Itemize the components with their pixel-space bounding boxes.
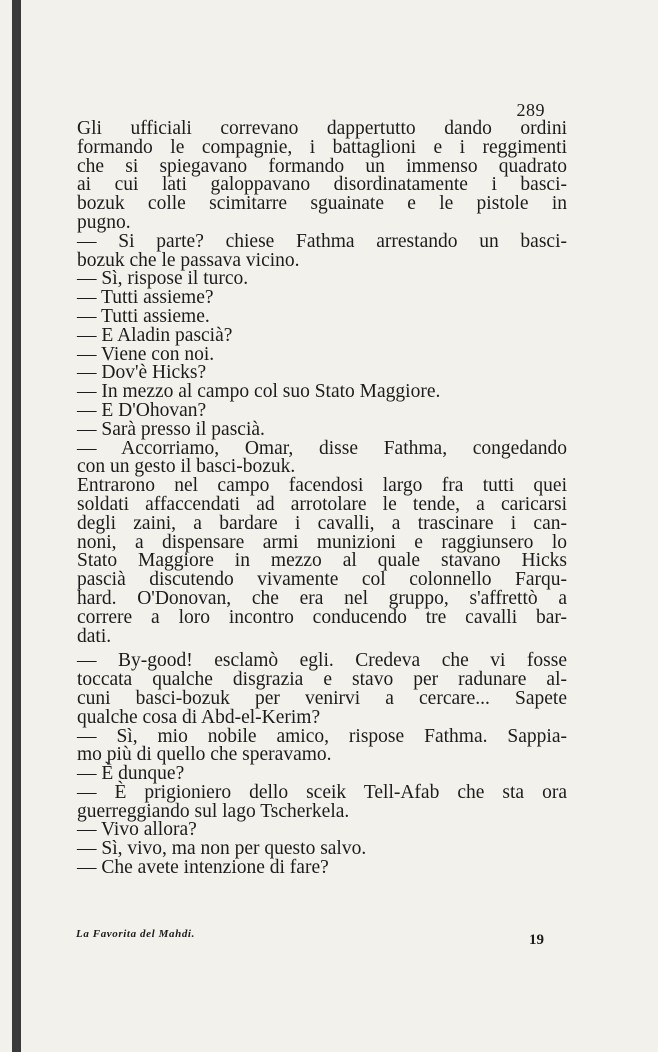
text-line: mo più di quello che speravamo. [77, 744, 332, 766]
text-line: — È dunque? [77, 763, 185, 785]
footer-book-title: La Favorita del Mahdi. [76, 928, 195, 940]
text-line: correre a loro incontro conducendo tre cavalli bar- [77, 606, 567, 628]
text-line: — E Aladin pascià? [77, 324, 233, 346]
text-line: pugno. [77, 211, 131, 233]
text-line: con un gesto il basci-bozuk. [77, 456, 296, 478]
text-line: — Dov'è Hicks? [77, 362, 207, 384]
text-line: — By-good! esclamò egli. Credeva che vi fosse [77, 650, 567, 672]
text-line: dati. [77, 625, 112, 647]
text-line: cuni basci-bozuk per venirvi a cercare... Sapete [77, 687, 567, 709]
text-line: soldati affaccendati ad arrotolare le tende, a caricarsi [77, 493, 567, 515]
text-line: — Che avete intenzione di fare? [77, 857, 329, 879]
text-line: — Sì, mio nobile amico, rispose Fathma. Sappia- [77, 725, 567, 747]
text-line: — Sì, rispose il turco. [77, 268, 249, 290]
text-line: — Tutti assieme. [77, 305, 210, 327]
text-line: toccata qualche disgrazia e stavo per radunare al- [77, 669, 567, 691]
text-line: formando le compagnie, i battaglioni e i reggimenti [77, 136, 567, 158]
text-line: — Sì, vivo, ma non per questo salvo. [77, 838, 367, 860]
text-line: bozuk che le passava vicino. [77, 249, 300, 271]
text-line: pascià discutendo vivamente col colonnello Farqu- [77, 569, 567, 591]
text-line: — Si parte? chiese Fathma arrestando un basci- [77, 230, 567, 252]
text-line: Gli ufficiali correvano dappertutto dando ordini [77, 118, 567, 139]
text-line: bozuk colle scimitarre sguainate e le pistole in [77, 193, 567, 215]
text-line: — Sarà presso il pascià. [77, 418, 265, 440]
text-line: Stato Maggiore in mezzo al quale stavano Hicks [77, 550, 567, 572]
page-number: 289 [516, 100, 545, 120]
text-line: Entrarono nel campo facendosi largo fra tutti quei [77, 475, 567, 497]
text-line: — In mezzo al campo col suo Stato Maggiore. [77, 381, 441, 403]
text-line: noni, a dispensare armi munizioni e raggiunsero lo [77, 531, 567, 553]
text-line: — Viene con noi. [77, 343, 215, 365]
text-line: ai cui lati galoppavano disordinatamente i basci- [77, 174, 567, 196]
text-line: qualche cosa di Abd-el-Kerim? [77, 706, 321, 728]
text-line: hard. O'Donovan, che era nel gruppo, s'affrettò a [77, 587, 567, 609]
printer-signature-mark: 19 [529, 932, 544, 948]
text-line: — Accorriamo, Omar, disse Fathma, congedando [77, 437, 567, 459]
body-text [77, 120, 567, 878]
text-line: — È prigioniero dello sceik Tell-Afab che sta ora [77, 781, 567, 803]
text-line: che si spiegavano formando un immenso quadrato [77, 155, 567, 177]
text-line: — Vivo allora? [77, 819, 197, 841]
text-line: — E D'Ohovan? [77, 399, 207, 421]
text-line: guerreggiando sul lago Tscherkela. [77, 800, 350, 822]
page-binding-edge [12, 0, 21, 1052]
text-line: — Tutti assieme? [77, 287, 214, 309]
text-line: degli zaini, a bardare i cavalli, a trascinare i can- [77, 512, 567, 534]
